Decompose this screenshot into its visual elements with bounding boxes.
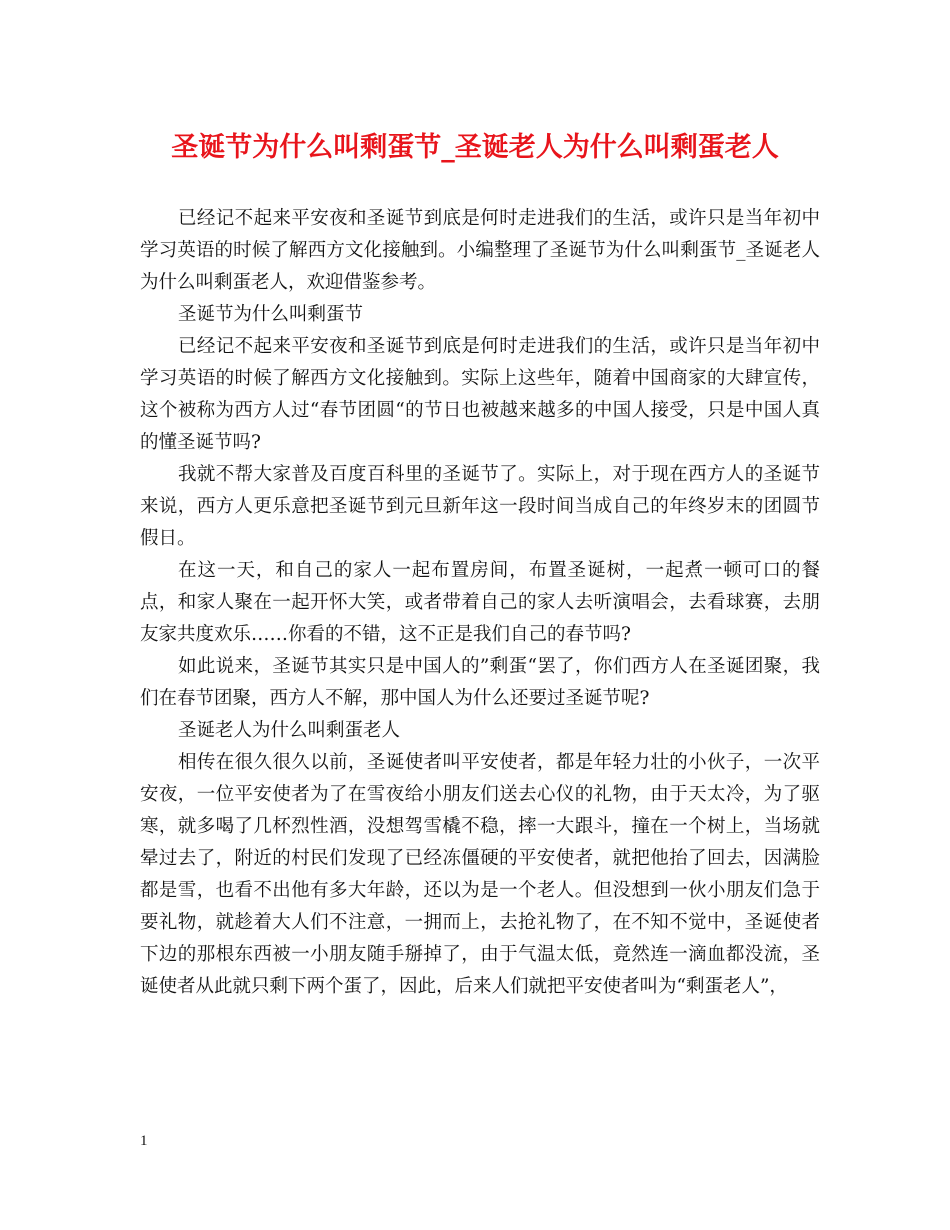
section-heading-santa: 圣诞老人为什么叫剩蛋老人 bbox=[178, 720, 401, 741]
paragraph: 在这一天，和自己的家人一起布置房间，布置圣诞树，一起煮一顿可口的餐点，和家人聚在一起开怀大笑，或者带着自己的家人去听演唱会，去看球赛，去朋友家共度欢乐……你看的不错，这不正是我们自己的春节吗? bbox=[140, 560, 820, 645]
section-heading-christmas: 圣诞节为什么叫剩蛋节 bbox=[178, 304, 364, 325]
paragraph: 已经记不起来平安夜和圣诞节到底是何时走进我们的生活，或许只是当年初中学习英语的时候了解西方文化接触到。实际上这些年，随着中国商家的大肆宣传，这个被称为西方人过“春节团圆“的节日也被越来越多的中国人接受，只是中国人真的懂圣诞节吗? bbox=[140, 336, 820, 453]
paragraph: 我就不帮大家普及百度百科里的圣诞节了。实际上，对于现在西方人的圣诞节来说，西方人更乐意把圣诞节到元旦新年这一段时间当成自己的年终岁末的团圆节假日。 bbox=[140, 464, 820, 549]
document-body bbox=[140, 203, 820, 1003]
paragraph: 相传在很久很久以前，圣诞使者叫平安使者，都是年轻力壮的小伙子，一次平安夜，一位平安使者为了在雪夜给小朋友们送去心仪的礼物，由于天太冷，为了驱寒，就多喝了几杯烈性酒，没想驾雪橇不稳，摔一大跟斗，撞在一个树上，当场就晕过去了，附近的村民们发现了已经冻僵硬的平安使者，就把他抬了回去，因满脸都是雪，也看不出他有多大年龄，还以为是一个老人。但没想到一伙小朋友们急于要礼物，就趁着大人们不注意，一拥而上，去抢礼物了，在不知不觉中，圣诞使者下边的那根东西被一小朋友随手掰掉了，由于气温太低，竟然连一滴血都没流，圣诞使者从此就只剩下两个蛋了，因此，后来人们就把平安使者叫为“剩蛋老人”， bbox=[140, 752, 820, 997]
paragraph-intro: 已经记不起来平安夜和圣诞节到底是何时走进我们的生活，或许只是当年初中学习英语的时候了解西方文化接触到。小编整理了圣诞节为什么叫剩蛋节_圣诞老人为什么叫剩蛋老人，欢迎借鉴参考。 bbox=[140, 208, 820, 293]
document-title: 圣诞节为什么叫剩蛋节_圣诞老人为什么叫剩蛋老人 bbox=[171, 132, 779, 163]
paragraph: 如此说来，圣诞节其实只是中国人的”剩蛋“罢了，你们西方人在圣诞团聚，我们在春节团聚，西方人不解，那中国人为什么还要过圣诞节呢? bbox=[140, 656, 820, 709]
page-number: 1 bbox=[140, 1133, 148, 1149]
